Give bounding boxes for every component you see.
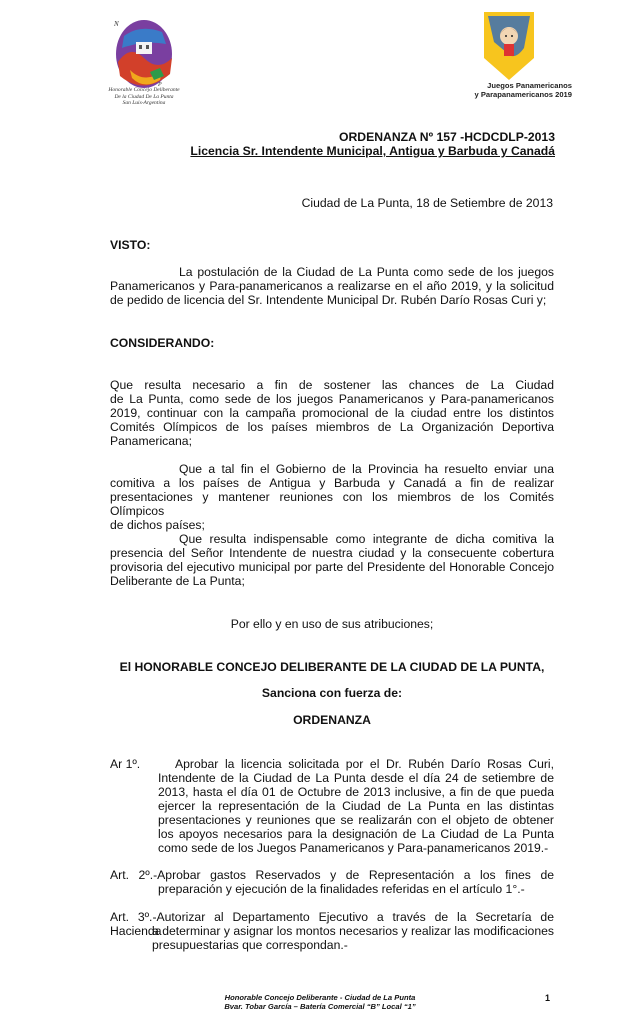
text-line: provisoria del ejecutivo municipal por parte del Presidente del Honorable Concejo — [110, 560, 554, 574]
ordinance-code: -HCDCDLP-2013 — [456, 130, 555, 144]
text-line: comitiva a los países de Antigua y Barbuda y Canadá a fin de realizar — [110, 476, 554, 490]
considerando-heading: CONSIDERANDO: — [110, 336, 215, 350]
council-logo-caption — [104, 87, 184, 107]
ordinance-subject: Licencia Sr. Intendente Municipal, Antigua y Barbuda y Canadá — [190, 144, 555, 158]
text-line: presupuestarias que correspondan.- — [152, 938, 348, 952]
text-line: Que a tal fin el Gobierno de la Provincia ha resuelto enviar una — [179, 462, 554, 476]
text-line: ejercer la representación de la Ciudad de La Punta en las distintas — [158, 799, 554, 813]
text-line: los apoyos necesarios para la designación de La Ciudad de La Punta — [158, 827, 554, 841]
caption-line: San Luis-Argentina — [122, 100, 166, 106]
article-1-body — [158, 771, 554, 855]
caption-line: De la Ciudad De La Punta — [114, 93, 174, 100]
ordinance-number — [300, 130, 555, 144]
visto-line: de pedido de licencia del Sr. Intendente Municipal Dr. Rubén Darío Rosas Curi y; — [110, 293, 547, 307]
text-line: como sede de los Juegos Panamericanos y Para-panamericanos 2019.- — [158, 841, 549, 855]
text-line: preparación y ejecución de la finalidades referidas en el artículo 1°.- — [158, 882, 525, 896]
footer-line: Bvar. Tobar García – Batería Comercial “B” Local “1” — [224, 1002, 416, 1011]
considerando-paragraph-2 — [110, 476, 554, 532]
visto-heading: VISTO: — [110, 238, 151, 252]
text-line: de dichos países; — [110, 518, 205, 532]
visto-line: La postulación de la Ciudad de La Punta como sede de los juegos — [179, 265, 554, 279]
text-line: presentaciones y reuniones que se realizarán con el objeto de obtener — [158, 813, 554, 827]
caption-line: Juegos Panamericanos — [487, 81, 572, 90]
text-line: Que resulta necesario a fin de sostener las chances de La Ciudad — [110, 378, 554, 392]
footer-line: Honorable Concejo Deliberante - Ciudad de La Punta — [224, 993, 416, 1002]
svg-text:P: P — [158, 82, 162, 88]
por-ello-text: Por ello y en uso de sus atribuciones; — [230, 617, 434, 631]
ordenanza-heading: ORDENANZA — [293, 713, 371, 727]
considerando-paragraph-3 — [110, 546, 554, 588]
text-line: 2013, hasta el día 01 de Octubre de 2013 inclusive, a fin de que pueda — [158, 785, 554, 799]
footer — [190, 993, 450, 1011]
text-line: Que resulta indispensable como integrante de dicha comitiva la — [179, 532, 554, 546]
sanciona-heading: Sanciona con fuerza de: — [261, 686, 403, 700]
text-line: 2019, continuar con la campaña promocional de la ciudad entre los distintos — [110, 406, 554, 420]
panamerican-games-logo-icon — [484, 12, 534, 80]
council-heading: El HONORABLE CONCEJO DELIBERANTE DE LA CIUDAD DE LA PUNTA, — [119, 660, 545, 674]
considerando-paragraph-1 — [110, 378, 554, 448]
caption-line: y Parapanamericanos 2019 — [474, 89, 572, 99]
text-line: presencia del Señor Intendente de nuestra ciudad y la consecuente cobertura — [110, 546, 554, 560]
caption-line: Honorable Concejo Deliberante — [108, 87, 180, 93]
article-2-first-line: Art. 2º.-Aprobar gastos Reservados y de Representación a los fines de — [110, 868, 554, 882]
text-line: de La Punta, como sede de los juegos Panamericanos y Para-panamericanos — [110, 392, 554, 406]
ordinance-number-label: ORDENANZA Nº 157 — [339, 130, 457, 144]
text-line: Aprobar la licencia solicitada por el Dr. Rubén Darío Rosas Curi, — [175, 757, 554, 771]
place-date: Ciudad de La Punta, 18 de Setiembre de 2013 — [301, 196, 553, 210]
article-1-label: Ar 1º. — [110, 757, 141, 771]
text-line: Deliberante de La Punta; — [110, 574, 245, 588]
visto-line: Panamericanos y Para-panamericanos a realizarse en el año 2019, y la solicitud — [110, 279, 554, 293]
page-number: 1 — [545, 993, 551, 1003]
games-logo-caption — [446, 82, 572, 99]
text-line: Intendente de la Ciudad de La Punta desde el día 24 de setiembre de — [158, 771, 554, 785]
text-line: Comités Olímpicos de los países miembros de La Organización Deportiva — [110, 420, 554, 434]
text-line: Panamericana; — [110, 434, 192, 448]
svg-text:N: N — [114, 20, 119, 28]
text-line: presentaciones y mantener reuniones con los miembros de los Comités Olímpicos — [110, 490, 554, 518]
council-logo-icon — [110, 14, 178, 90]
text-line: a determinar y asignar los montos necesarios y realizar las modificaciones — [152, 924, 554, 938]
article-3-first-line: Art. 3º.-Autorizar al Departamento Ejecutivo a través de la Secretaría de Hacienda — [110, 910, 554, 938]
